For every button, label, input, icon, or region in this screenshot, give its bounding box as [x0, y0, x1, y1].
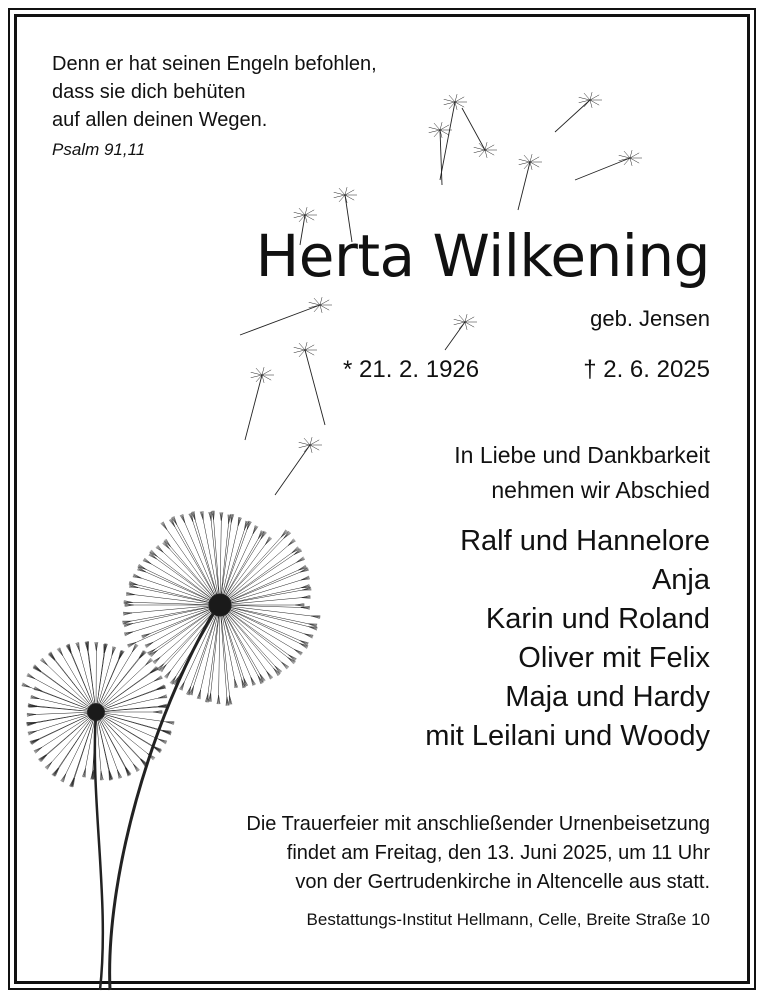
family-member: Karin und Roland [485, 603, 710, 635]
family-member: Oliver mit Felix [518, 642, 710, 674]
funeral-home: Bestattungs-Institut Hellmann, Celle, Breite Straße 10 [306, 910, 710, 929]
family-member: mit Leilani und Woody [425, 720, 710, 752]
verse-source: Psalm 91,11 [52, 140, 146, 159]
verse-line: auf allen deinen Wegen. [52, 109, 268, 131]
farewell-line: In Liebe und Dankbarkeit [454, 442, 710, 468]
bible-verse [52, 50, 377, 134]
verse-line: dass sie dich behüten [52, 81, 246, 103]
deceased-name: Herta Wilkening [255, 222, 710, 290]
service-line: findet am Freitag, den 13. Juni 2025, um 11 Uhr [286, 842, 710, 864]
verse-line: Denn er hat seinen Engeln befohlen, [52, 53, 377, 75]
death-date: † 2. 6. 2025 [583, 356, 710, 383]
family-member: Maja und Hardy [505, 681, 710, 713]
maiden-name: geb. Jensen [590, 306, 710, 331]
funeral-service-info [246, 810, 710, 897]
service-line: Die Trauerfeier mit anschließender Urnenbeisetzung [246, 813, 710, 835]
service-line: von der Gertrudenkirche in Altencelle aus statt. [295, 871, 710, 893]
family-member: Ralf und Hannelore [460, 525, 710, 557]
birth-date: * 21. 2. 1926 [343, 356, 480, 383]
farewell-text [454, 438, 710, 508]
dandelion-icon [22, 511, 321, 990]
family-member: Anja [651, 564, 710, 596]
farewell-line: nehmen wir Abschied [491, 477, 710, 503]
family-list [425, 522, 710, 756]
